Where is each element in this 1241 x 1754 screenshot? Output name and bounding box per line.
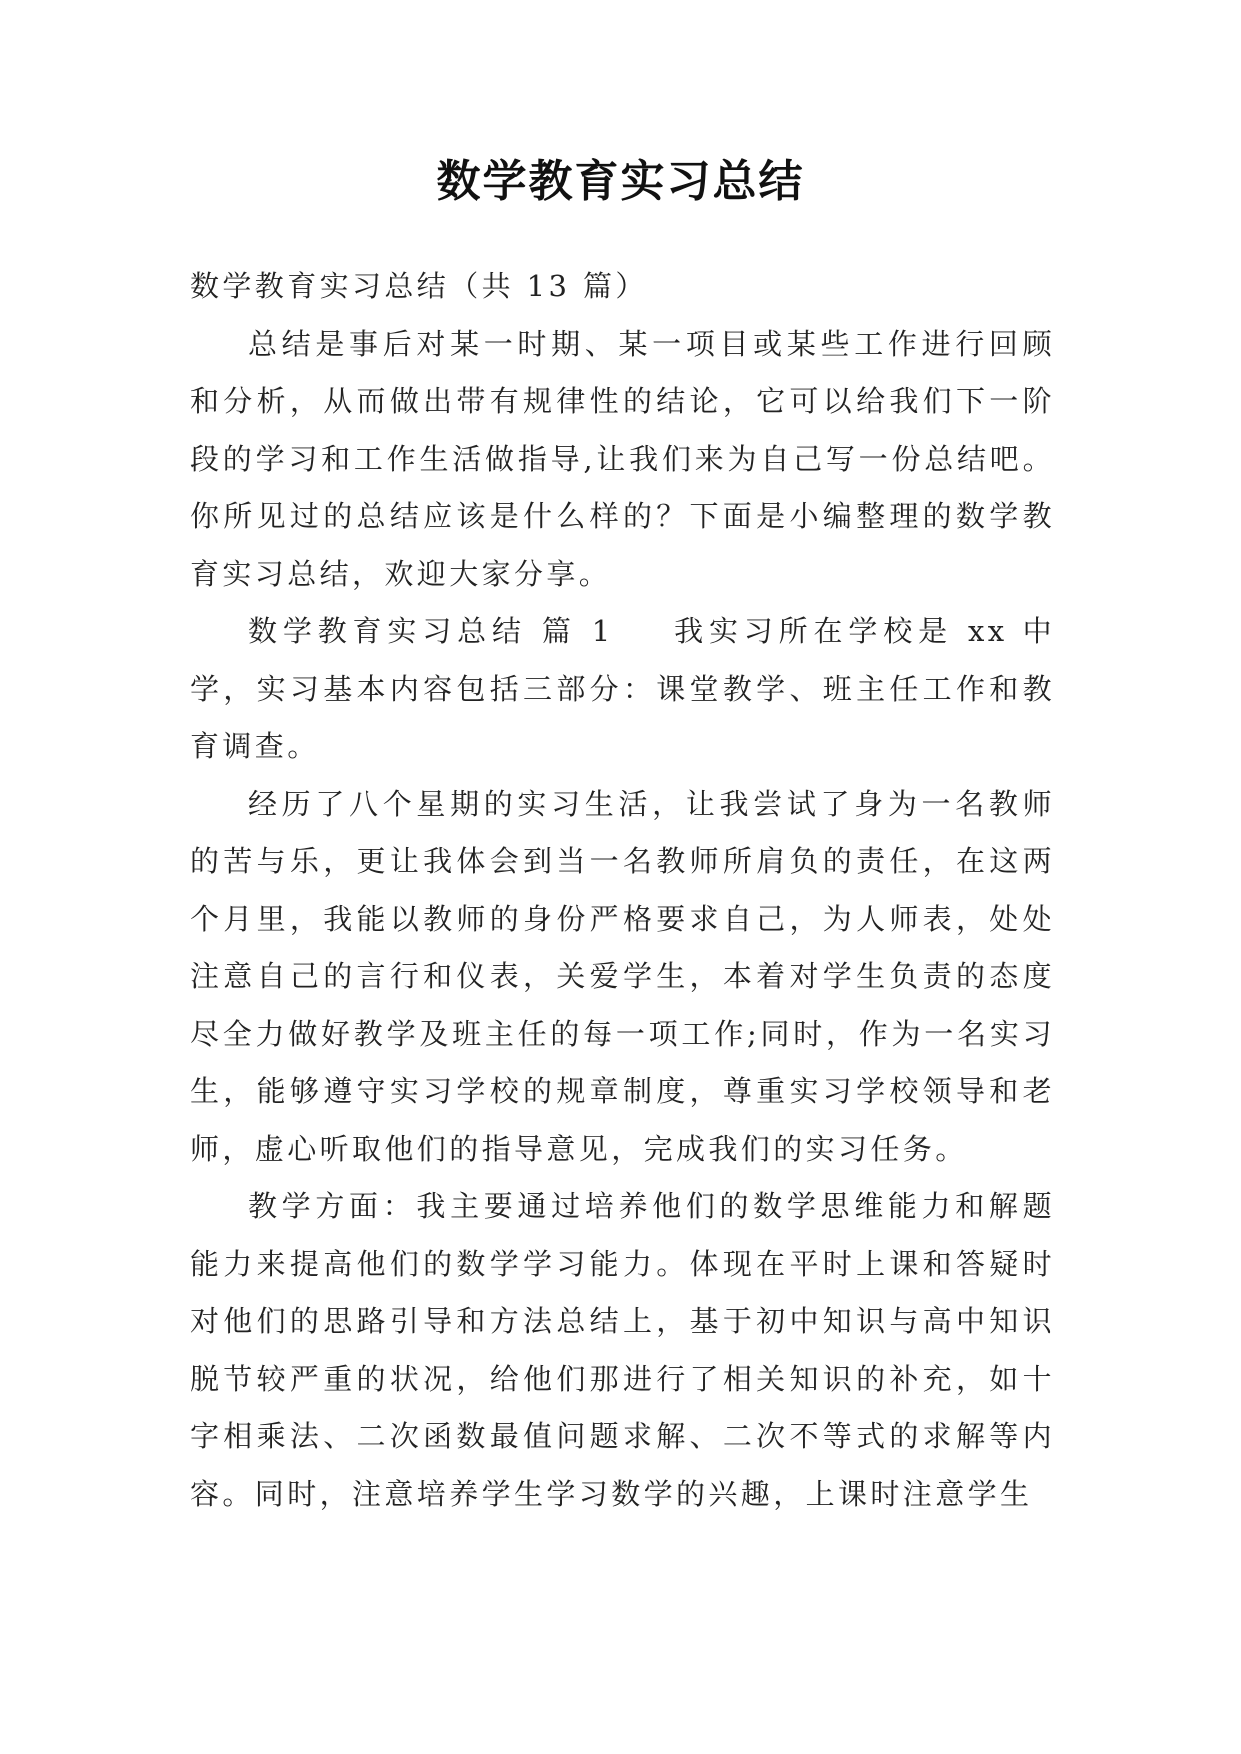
section-1-paragraph-1: [190, 603, 1055, 776]
section-1-heading: 数学教育实习总结 篇 1: [248, 614, 614, 648]
document-subtitle: 数学教育实习总结（共 13 篇）: [190, 269, 648, 303]
document-title: 数学教育实习总结: [436, 156, 805, 207]
document-body: [190, 258, 1055, 1523]
section-1-paragraph-3: 教学方面：我主要通过培养他们的数学思维能力和解题能力来提高他们的数学学习能力。体现在平时上课和答疑时对他们的思路引导和方法总结上，基于初中知识与高中知识脱节较严重的状况，给他们那进行了相关知识的补充，如十字相乘法、二次函数最值问题求解、二次不等式的求解等内容。同时，注意培养学生学习数学的兴趣，上课时注意学生: [190, 1189, 1055, 1511]
intro-paragraph: 总结是事后对某一时期、某一项目或某些工作进行回顾和分析，从而做出带有规律性的结论，它可以给我们下一阶段的学习和工作生活做指导,让我们来为自己写一份总结吧。你所见过的总结应该是什么样的？下面是小编整理的数学教育实习总结，欢迎大家分享。: [190, 326, 1055, 591]
section-1-paragraph-2: 经历了八个星期的实习生活，让我尝试了身为一名教师的苦与乐，更让我体会到当一名教师所肩负的责任，在这两个月里，我能以教师的身份严格要求自己，为人师表，处处注意自己的言行和仪表，关爱学生，本着对学生负责的态度尽全力做好教学及班主任的每一项工作;同时，作为一名实习生，能够遵守实习学校的规章制度，尊重实习学校领导和老师，虚心听取他们的指导意见，完成我们的实习任务。: [190, 786, 1055, 1166]
section-1-lead-text: 我实习所在学校是 xx 中学，实习基本内容包括三部分：课堂教学、班主任工作和教育调查。: [190, 614, 1055, 763]
